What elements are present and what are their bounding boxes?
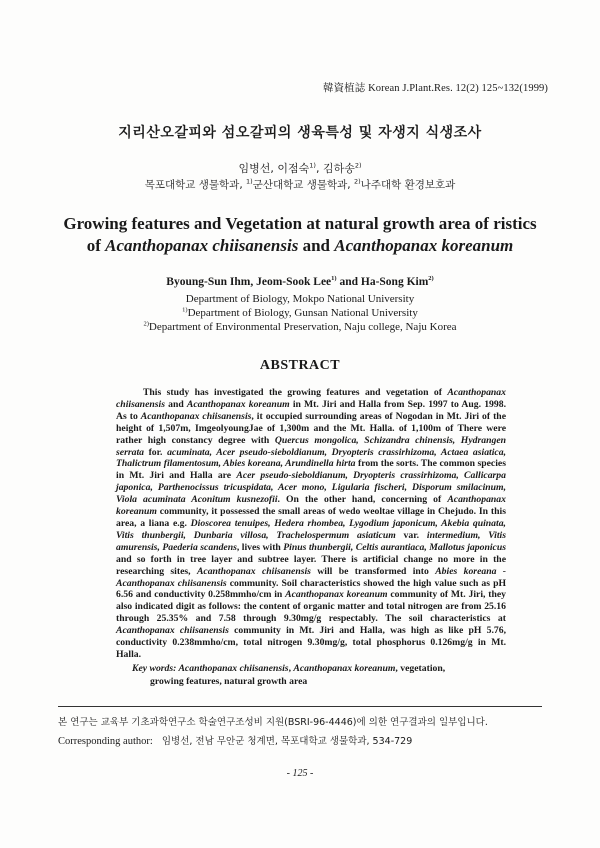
page-number: - 125 -: [286, 768, 314, 779]
footnote-divider: [58, 706, 542, 707]
english-author: Ha-Song Kim: [360, 276, 429, 288]
korean-authors: 임병선, 이점숙$^{1)}$, 김하송$^{2)}$: [238, 161, 362, 175]
english-title-line1: Growing features and Vegetation at natural growth area of ristics: [63, 214, 537, 233]
english-author: Byoung-Sun Ihm,: [166, 276, 257, 288]
species-name: Acanthopanax chiisanensis: [105, 236, 299, 255]
keywords-label: Key words:: [132, 663, 179, 674]
english-title-line2: of Acanthopanax chiisanensis and Acanthopanax koreanum: [86, 236, 514, 255]
korean-author: 김하송: [322, 162, 355, 175]
affiliation-marker: 1): [309, 161, 316, 170]
affiliation-marker: 2): [428, 275, 434, 283]
keywords-line1: Key words: Acanthopanax chiisanensis, Acanthopanax koreanum, vegetation,: [132, 663, 446, 674]
corresponding-author: [58, 733, 412, 747]
korean-author: 이점숙: [277, 162, 310, 175]
affiliation-marker: 2): [354, 177, 361, 186]
korean-affiliation: 군산대학교 생물학과,: [252, 179, 351, 191]
korean-author: 임병선,: [238, 162, 274, 175]
english-affiliations: [0, 292, 600, 334]
species-name: Acanthopanax koreanum: [334, 236, 514, 255]
abstract-heading: ABSTRACT: [259, 358, 341, 373]
corresponding-author-label: Corresponding author:: [58, 736, 153, 747]
korean-affiliations: [0, 177, 600, 192]
english-affiliation: Department of Biology, Mokpo National University: [185, 293, 415, 305]
korean-affiliation: 나주대학 환경보호과: [360, 179, 456, 191]
english-title: [0, 213, 600, 257]
affiliation-marker: 2): [354, 161, 362, 170]
abstract-body: This study has investigated the growing features and vegetation of Acanthopanax chiisanensis and Acanthopanax koreanum in Mt. Jiri and Halla from Sep. 1997 to Aug. 1998. As to Acanthopanax chiisanensis, it occupied surrounding areas of Nogodan in Mt. Jiri of the height of 1,507m, ImgeolyoungJae of 1,300m and the Mt. Halla. of 1,100m of There were rather high constancy degree with Quercus mongolica, Schizandra chinensis, Hydrangen serrata for. acuminata, Acer pseudo-sieboldianum, Dryopteris crassirhizoma, Actaea asiatica, Thalictrum filamentosum, Abies koreana, Arundinella hirta from the sorts. The common species in Mt. Jiri and Halla are Acer pseudo-sieboldianum, Dryopteris crassirhizoma, Callicarpa japonica, Parthenocissus tricuspidata, Acer mono, Ligularia fischeri, Disporum smilacinum, Viola acuminata Aconitum kusnezofii. On the other hand, concerning of Acanthopanax koreanum community, it possessed the small areas of wedo weoltae village in Chejudo. In this area, a liana e.g. Dioscorea tenuipes, Hedera rhombea, Lygodium japonicum, Akebia quinata, Vitis thunbergii, Dunbaria villosa, Trachelospermum asiaticum var. intermedium, Vitis amurensis, Paederia scandens, lives with Pinus thunbergii, Celtis aurantiaca, Mallotus japonicus and so forth in tree layer and subtree layer. There is artificial change no more in the researching sites, Acanthopanax chiisanensis will be transformed into Abies koreana - Acanthopanax chiisanensis community. Soil characteristics showed the high value such as pH 6.56 and conductivity 0.258mmho/cm in Acanthopanax koreanum community of Mt. Jiri, they also indicated digit as follows: the content of organic matter and total nitrogen are from 25.16 through 25.35% and 7.58 through 9.30mg/g respectably. The soil characteristics at Acanthopanax chiisanensis community in Mt. Jiri and Halla, was high as like pH 5.76, conductivity 0.238mmho/cm, total nitrogen 9.30mg/g, total phosphorus 0.126mg/g in Mt. Halla.: [116, 387, 507, 660]
english-authors: Byoung-Sun Ihm, Jeom-Sook Lee$^{1)}$ and Ha-Song Kim$^{2)}$: [166, 275, 434, 288]
english-affiliation: $^{2)}$Department of Environmental Preservation, Naju college, Naju Korea: [143, 320, 457, 333]
korean-affiliation: 목포대학교 생물학과,: [144, 179, 243, 191]
journal-reference: 韓資植誌 Korean J.Plant.Res. 12(2) 125~132(1999): [322, 83, 548, 94]
affiliation-marker: 1): [246, 177, 253, 186]
corresponding-author-text: 임병선, 전남 무안군 청계면, 목포대학교 생물학과, 534-729: [161, 736, 413, 747]
keywords-line2: growing features, natural growth area: [150, 675, 308, 687]
affiliation-marker: 1): [331, 275, 337, 283]
keywords: [132, 663, 512, 688]
english-author: Jeom-Sook Lee: [256, 276, 332, 288]
korean-title: 지리산오갈피와 섬오갈피의 생육특성 및 자생지 식생조사: [118, 125, 482, 141]
english-affiliation: $^{1)}$Department of Biology, Gunsan National University: [182, 306, 418, 319]
funding-footnote: 본 연구는 교육부 기초과학연구소 학술연구조성비 지원(BSRI-96-4446)에 의한 연구결과의 일부입니다.: [58, 717, 488, 728]
